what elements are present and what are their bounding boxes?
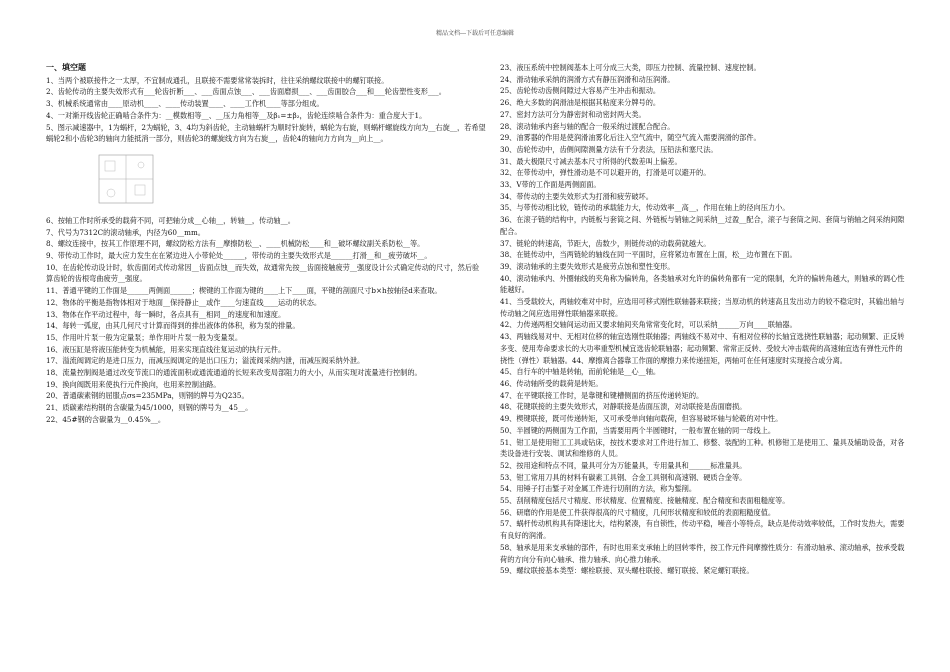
- question-item: 19、换向阀既用来使执行元件换向，也用来控制油路。: [46, 379, 221, 389]
- question-item: 40、滚动轴承内、外圈轴线的夹角称为偏转角，各类轴承对允许的偏转角都有一定的限制，允许的偏转角越大，则轴承的调心性能越好。: [500, 273, 905, 295]
- question-item: 12、物体的平衡是指物体相对于地面__保持静止__或作____匀速直线____运动的状态。: [46, 297, 322, 307]
- question-item: 13、物体在作平动过程中，每一瞬时，各点具有__相同__的速度和加速度。: [46, 309, 286, 319]
- right-column: [500, 62, 908, 577]
- question-item: 24、滑动轴承采纳的润滑方式有静压润滑和动压润滑。: [500, 74, 675, 84]
- question-item: 57、蜗杆传动机构具有降速比大，结构紧凑，有自锁性，传动平稳，噪音小等特点，缺点是传动效率较低，工作时发热大，需要有良好的润滑。: [500, 519, 905, 541]
- question-item: 56、研磨的作用是使工件获得很高的尺寸精度，几何形状精度和较低的表面粗糙度值。: [500, 507, 776, 517]
- question-item: 27、密封方法可分为静密封和动密封两大类。: [500, 109, 646, 119]
- question-item: 54、用锤子打击錾子对金属工件进行切削的方法，称为錾削。: [500, 484, 697, 494]
- question-item: 23、液压系统中控制阀基本上可分成三大类，即压力控制、流量控制、速度控制。: [500, 63, 761, 72]
- question-item: 51、钳工是使用钳工工具或钻床，按技术要求对工件进行加工、修整、装配的工种。机修钳工是使用工、量具及辅助设备，对各类设备进行安装、调试和维修的人员。: [500, 437, 905, 459]
- question-item: 14、每转一弧度，由其几何尺寸计算而得到的排出液体的体积，称为泵的排量。: [46, 321, 300, 331]
- question-item: 43、两轴线易对中、无相对位移的轴宜选刚性联轴器；两轴线不易对中、有相对位移的长轴宜选挠性联轴器；起动频繁、正反转多变、使用寿命要求长的大功率重型机械宜选齿轮联轴器；起动频繁、常常正反转、受较大冲击载荷的高速轴宜选有弹性元件的挠性（弹性）联轴器。44、摩擦离合器靠工作面的摩擦力来传递扭矩，两轴可在任何速度时实现接合或分离。: [500, 332, 905, 365]
- question-item: 4、一对渐开线齿轮正确啮合条件为：__模数相等__、__压力角相等__及β₁=±β₂，齿轮连续啮合条件为：重合度大于1。: [46, 110, 427, 120]
- question-item: 55、刮削精度包括尺寸精度、形状精度、位置精度、接触精度、配合精度和表面粗糙度等。: [500, 496, 790, 506]
- question-item: 21、质碳素结构钢的含碳量为45/1000，则钢的牌号为__45__。: [46, 403, 253, 413]
- question-item: 30、齿轮传动中，齿侧间隙测量方法有千分表法，压铅法和塞尺法。: [500, 144, 718, 154]
- question-item: 45、自行车的中轴是转轴，而前轮轴是__心__轴。: [500, 367, 661, 377]
- question-item: 47、在平键联接工作时，是靠键和键槽侧面的挤压传递转矩的。: [500, 390, 704, 400]
- question-item: 1、当两个被联接件之一太厚，不宜制成通孔，且联接不需要常常装拆时，往往采纳螺纹联接中的螺钉联接。: [46, 75, 389, 85]
- section-title: 一、填空题: [46, 62, 86, 72]
- question-item: 29、油雾器的作用是使润滑油雾化后注入空气流中，随空气流入需要润滑的部件。: [500, 133, 761, 143]
- reducer-diagram: [46, 149, 486, 209]
- question-item: 8、螺纹连接中，按其工作原理不同，螺纹防松方法有__摩擦防松__、____机械防松____和__破坏螺纹副关系防松__等。: [46, 239, 425, 249]
- question-item: 32、在带传动中，弹性滑动是不可以避开的，打滑是可以避开的。: [500, 168, 711, 178]
- question-item: 50、半圆键的两侧面为工作面，当需要用两个半圆键时，一般布置在轴的同一母线上。: [500, 425, 776, 435]
- question-item: 52、按用途和特点不同，量具可分为万能量具，专用量具和______标准量具。: [500, 460, 747, 470]
- question-item: 49、楔键联接，既可传递转矩，又可承受单向轴向载荷，但容易破坏轴与轮毂的对中性。: [500, 414, 783, 424]
- question-item: 31、最大极限尺寸减去基本尺寸所得的代数差叫上偏差。: [500, 156, 682, 166]
- question-item: 22、45#钢的含碳量为__0.45%__。: [46, 414, 166, 424]
- question-item: 41、当受载较大，两轴较难对中时，应选用可移式刚性联轴器来联接；当原动机的转速高且发出动力的较不稳定时，其输出轴与传动轴之间应选用弹性联轴器来联接。: [500, 297, 905, 318]
- question-item: 46、传动轴所受的载荷是转矩。: [500, 378, 603, 388]
- question-item: 3、机械系统通常由____原动机____、____传动装置____、____工作机____等部分组成。: [46, 99, 324, 109]
- question-item: 10、在齿轮传动设计时，软齿面闭式传动常因__齿面点蚀__而失效，故通常先按__齿面接触疲劳__强度设计公式确定传动的尺寸，然后验算齿轮的齿根弯曲疲劳__强度。: [46, 262, 480, 284]
- question-item: 6、按轴工作时所承受的载荷不同，可把轴分成__心轴__，转轴__，传动轴__。: [46, 215, 295, 225]
- question-item: 36、在滚子链的结构中，内链板与套筒之间、外链板与销轴之间采纳__过盈__配合，滚子与套筒之间、套筒与销轴之间采纳间隙配合。: [500, 215, 905, 236]
- question-item: 17、溢流阀调定的是进口压力，而减压阀调定的是出口压力；溢流阀采纳内泄，而减压阀采纳外泄。: [46, 356, 365, 366]
- question-item: 18、流量控制阀是通过改变节流口的通流面积或通流通道的长短来改变局部阻力的大小，从而实现对流量进行控制的。: [46, 368, 422, 378]
- question-item: 58、轴承是用来支承轴的部件，有时也用来支承轴上的回转零件，按工作元件间摩擦性质分：有滑动轴承、滚动轴承，按承受载荷的方向分有向心轴承、推力轴承、向心推力轴承。: [500, 542, 905, 564]
- question-item: 35、与带传动相比较，链传动的承载能力大，传动效率__高__，作用在轴上的径向压力小。: [500, 203, 790, 213]
- question-item: 5、图示减速器中，1为蜗杆，2为蜗轮，3、4均为斜齿轮，主动轴蜗杆为顺时针旋转，蜗轮为右旋，则蜗杆螺旋线方向为__右旋__，若希望蜗轮2和小齿轮3的轴向力能抵消一部分，则齿轮3的螺旋线方向为右旋__，齿轮4的轴向力方向为__向上__。: [46, 122, 486, 144]
- question-item: 7、代号为7312C的滚动轴承，内径为60__mm。: [46, 227, 205, 237]
- question-item: 37、链轮的转速高，节距大，齿数少，则链传动的动载荷就越大。: [500, 238, 711, 248]
- question-item: 25、齿轮传动齿侧间隙过大容易产生冲击和振动。: [500, 86, 661, 96]
- question-item: 38、在链传动中，当两链轮的轴线在同一平面时，应将紧边布置在上面，松__边布置在下面。: [500, 250, 797, 260]
- question-item: 48、花键联接的主要失效形式，对静联接是齿面压溃，对动联接是齿面磨损。: [500, 402, 747, 412]
- gearbox-figure-icon: [91, 149, 161, 209]
- left-column: [46, 62, 486, 426]
- question-item: 20、普通碳素钢的屈服点σs=235MPa，则钢的牌号为Q235。: [46, 391, 249, 401]
- question-item: 39、滚动轴承的主要失效形式是疲劳点蚀和塑性变形。: [500, 261, 675, 271]
- question-item: 26、绝大多数的润滑油是根据其粘度来分牌号的。: [500, 98, 661, 108]
- question-item: 2、齿轮传动的主要失效形式有___轮齿折断___、___齿面点蚀___、___齿面磨损___、___齿面胶合___和___轮齿塑性变形___。: [46, 87, 446, 97]
- question-item: 34、带传动的主要失效形式为打滑和疲劳破坏。: [500, 191, 653, 201]
- question-item: 16、液压缸是将液压能转变为机械能，用来实现直线往复运动的执行元件。: [46, 344, 286, 354]
- question-item: 33、V带的工作面是两侧面面。: [500, 180, 601, 190]
- question-item: 53、钳工常用刀具的材料有碳素工具钢、合金工具钢和高速钢、硬质合金等。: [500, 472, 747, 482]
- question-item: 9、带传动工作时，最大应力发生在在紧边进入小带轮处______，带传动的主要失效形式是______打滑__和__疲劳破坏__。: [46, 251, 432, 261]
- question-item: 42、力传递两相交轴间运动而又要求轴间夹角常常变化时，可以采纳______万向____联轴器。: [500, 320, 797, 330]
- question-item: 11、普通平键的工作面是______两侧面______；楔键的工作面为键的____上下____面，平键的剖面尺寸b×h按轴径d来查取。: [46, 286, 442, 296]
- question-item: 15、作用叶片泵一般为定量泵；单作用叶片泵一般为变量泵。: [46, 332, 243, 342]
- question-item: 59、螺纹联接基本类型：螺栓联接、双头螺柱联接、螺钉联接、紧定螺钉联接。: [500, 566, 754, 576]
- question-item: 28、滚动轴承内套与轴的配合一般采纳过渡配合配合。: [500, 121, 675, 131]
- page-header: 精品文档---下载后可任意编辑: [435, 30, 515, 37]
